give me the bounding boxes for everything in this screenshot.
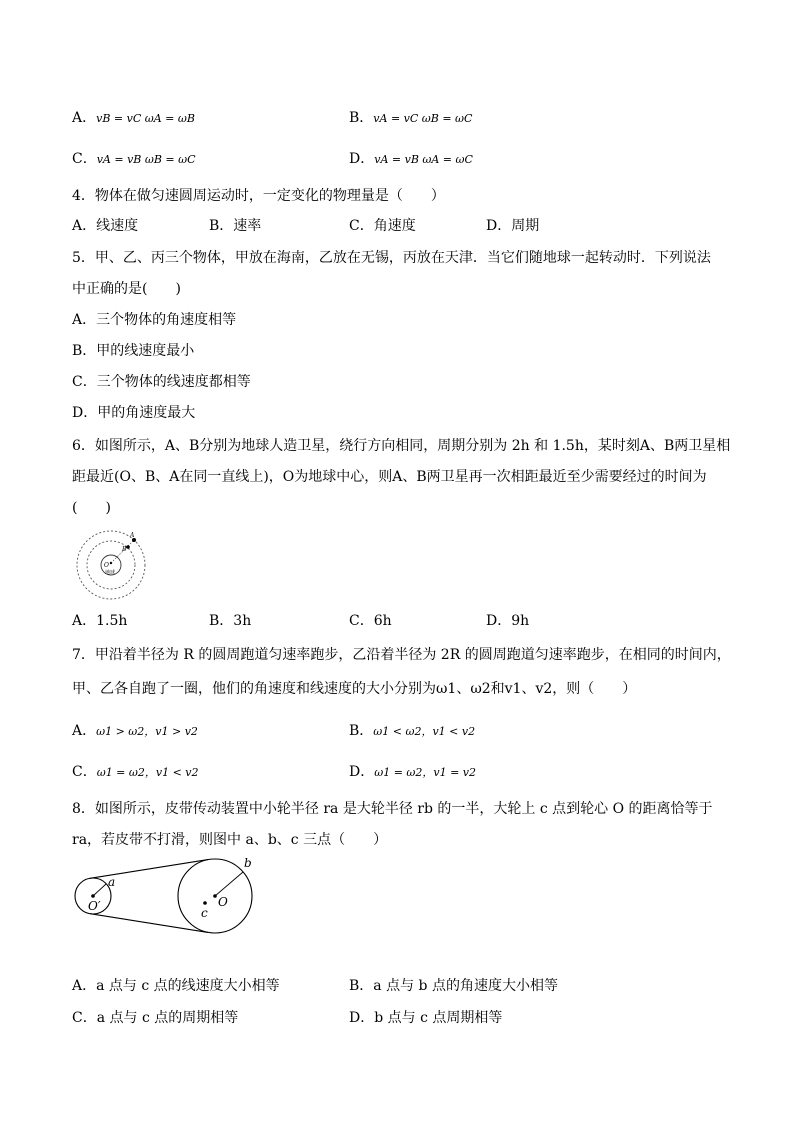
q8-point-o-small <box>91 894 95 898</box>
q3-option-d-label: D． <box>349 151 375 167</box>
q7-option-d-label: D． <box>349 764 375 780</box>
q8-label-a: a <box>108 875 116 889</box>
q8-stem-line1: 8．如图所示，皮带传动装置中小轮半径 ra 是大轮半径 rb 的一半，大轮上 c 点到轮心 O 的距离恰等于 <box>72 801 713 817</box>
q7-option-c-label: C． <box>72 764 97 780</box>
q6-label-earth: 地球 <box>105 570 116 576</box>
q3-option-a-expr: vB = vC ωA = ωB <box>96 112 195 125</box>
q7-option-b <box>349 721 475 742</box>
q8-option-c: C．a 点与 c 点的周期相等 <box>72 1010 239 1026</box>
q5-stem-line1: 5．甲、乙、丙三个物体，甲放在海南，乙放在无锡，丙放在天津．当它们随地球一起转动时．下列说法 <box>72 250 711 266</box>
q4-option-c: C．角速度 <box>349 218 416 234</box>
q6-stem-line3: ( ) <box>72 500 111 516</box>
q7-stem-line2: 甲、乙各自跑了一圈，他们的角速度和线速度的大小分别为ω1、ω2和v1、v2，则（ ） <box>72 681 637 697</box>
q3-option-d <box>349 149 473 170</box>
q4-stem: 4．物体在做匀速圆周运动时，一定变化的物理量是（ ） <box>72 188 445 204</box>
q8-point-c <box>203 901 207 905</box>
q5-option-d: D．甲的角速度最大 <box>72 405 196 421</box>
q6-stem-line2: 距最近(O、B、A在同一直线上)，O为地球中心，则A、B两卫星再一次相距最近至少需要经过的时间为 <box>72 469 707 485</box>
q6-option-d: D．9h <box>486 613 530 629</box>
q7-option-b-expr: ω1 < ω2，v1 < v2 <box>373 725 476 738</box>
q6-satellite-b <box>126 545 130 549</box>
q7-option-a-label: A． <box>72 723 97 739</box>
q6-stem-line1: 6．如图所示，A、B分别为地球人造卫星，绕行方向相同，周期分别为 2h 和 1.5h，某时刻A、B两卫星相 <box>72 438 731 454</box>
q5-option-c: C．三个物体的线速度都相等 <box>72 374 251 390</box>
q3-option-a-label: A． <box>72 110 97 126</box>
q5-option-a: A．三个物体的角速度相等 <box>72 312 237 328</box>
q3-option-c-label: C． <box>72 151 97 167</box>
q8-belt-figure <box>72 856 272 938</box>
q3-option-b <box>349 108 472 129</box>
q8-option-d: D．b 点与 c 点周期相等 <box>349 1010 503 1026</box>
q6-option-a: A．1.5h <box>72 613 128 629</box>
q6-option-c: C．6h <box>349 613 392 629</box>
q5-option-b: B．甲的线速度最小 <box>72 343 195 359</box>
q8-label-c: c <box>201 906 208 920</box>
q7-option-c <box>72 762 199 783</box>
q3-option-d-expr: vA = vB ωA = ωC <box>374 153 473 166</box>
q8-option-b: B．a 点与 b 点的角速度大小相等 <box>349 978 558 994</box>
q3-option-c <box>72 149 196 170</box>
q8-label-b: b <box>244 856 252 870</box>
q5-stem-line2: 中正确的是( ) <box>72 281 181 297</box>
q6-option-b: B．3h <box>209 613 252 629</box>
q3-option-a <box>72 108 195 129</box>
q7-option-b-label: B． <box>349 723 374 739</box>
q4-option-a: A．线速度 <box>72 218 139 234</box>
q7-option-d <box>349 762 476 783</box>
q4-option-d: D．周期 <box>486 218 540 234</box>
q6-label-o: O <box>104 562 109 569</box>
q8-option-a: A．a 点与 c 点的线速度大小相等 <box>72 978 280 994</box>
q8-point-o-big <box>213 894 217 898</box>
q7-option-a-expr: ω1 > ω2，v1 > v2 <box>96 725 198 738</box>
q3-option-c-expr: vA = vB ωB = ωC <box>96 153 196 166</box>
q7-stem-line1: 7．甲沿着半径为 R 的圆周跑道匀速率跑步，乙沿着半径为 2R 的圆周跑道匀速率跑步，在相同的时间内， <box>72 647 731 663</box>
q8-label-o-small: O′ <box>88 899 101 913</box>
q8-label-o-big: O <box>218 895 228 909</box>
q6-satellite-figure <box>74 530 154 590</box>
q8-stem-line2: ra，若皮带不打滑，则图中 a、b、c 三点（ ） <box>72 832 388 848</box>
q7-option-d-expr: ω1 = ω2，v1 = v2 <box>374 766 477 779</box>
q6-label-a: A <box>130 532 135 539</box>
q3-option-b-label: B． <box>349 110 374 126</box>
q6-label-b: B <box>122 546 127 553</box>
q7-option-c-expr: ω1 = ω2，v1 < v2 <box>96 766 199 779</box>
q7-option-a <box>72 721 198 742</box>
q3-option-b-expr: vA = vC ωB = ωC <box>373 112 473 125</box>
q4-option-b: B．速率 <box>209 218 262 234</box>
